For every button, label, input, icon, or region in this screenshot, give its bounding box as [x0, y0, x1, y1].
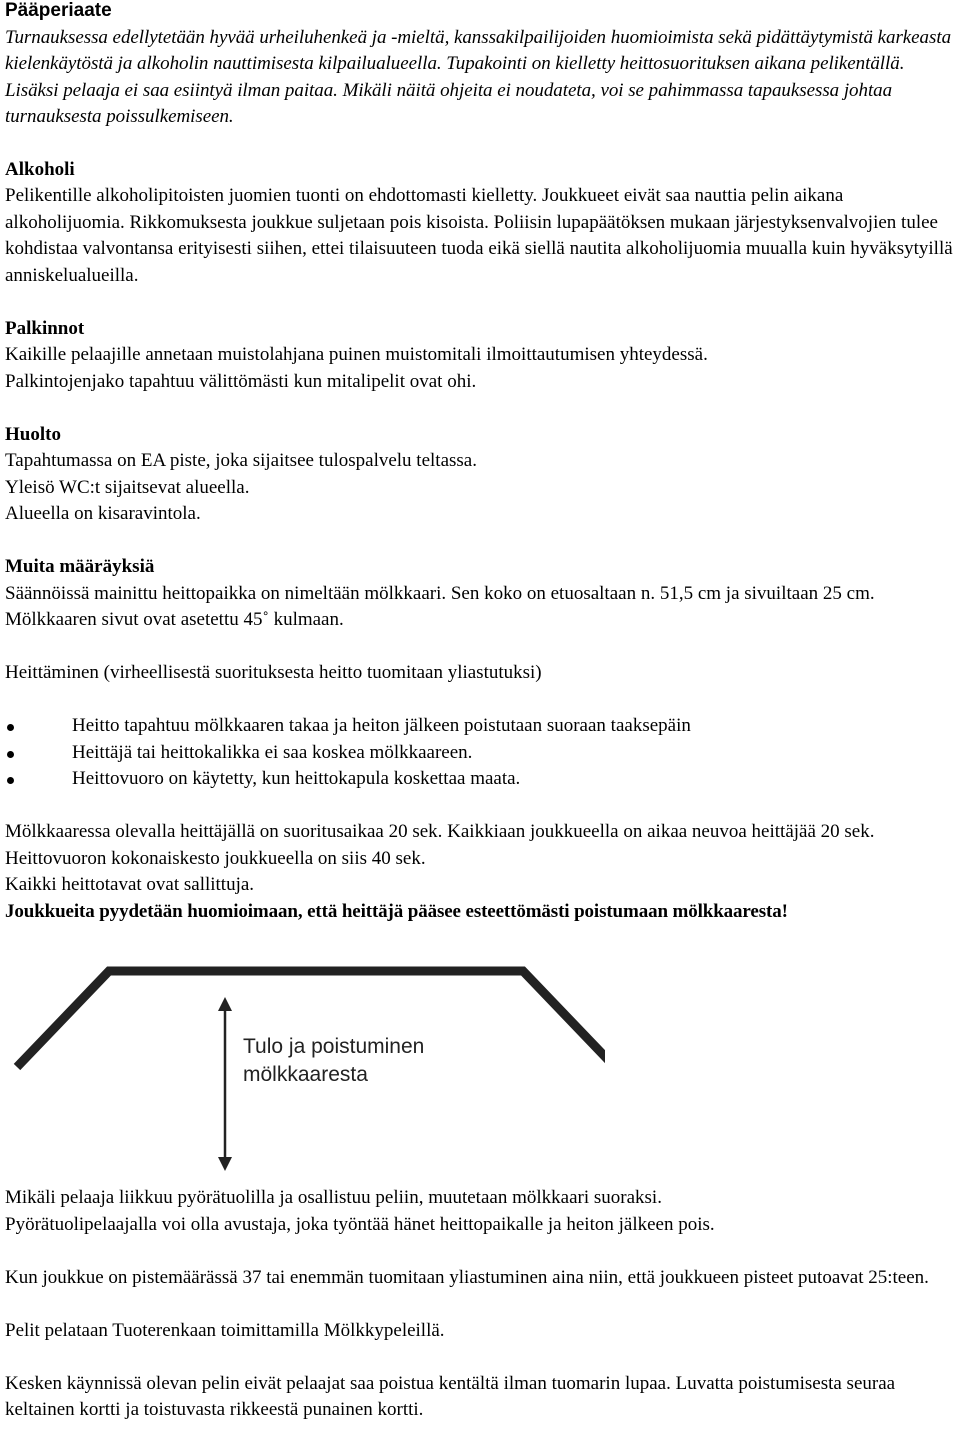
palkinnot-line-2: Palkintojenjako tapahtuu välittömästi kun mitalipelit ovat ohi.	[5, 370, 477, 392]
huolto-line-3: Alueella on kisaravintola.	[5, 503, 201, 524]
heading-palkinnot: Palkinnot	[5, 317, 85, 339]
huolto-line-1: Tapahtumassa on EA piste, joka sijaitsee tulospalvelu teltassa.	[5, 450, 477, 471]
heittaminen-bold-notice: Joukkueita pyydetään huomioimaan, että heittäjä pääsee esteettömästi poistumaan mölkkaaresta!	[5, 900, 788, 922]
heading-huolto: Huolto	[5, 423, 61, 445]
list-item	[5, 713, 957, 740]
closing-para-3: Pelit pelataan Tuoterenkaan toimittamilla Mölkkypeleillä.	[5, 1319, 445, 1341]
heittaminen-bullet-list	[5, 713, 957, 793]
diagram-label-line-1: Tulo ja poistuminen	[243, 1035, 425, 1058]
bullet-icon	[7, 724, 14, 731]
muita-text: Säännöissä mainittu heittopaikka on nimeltään mölkkaari. Sen koko on etuosaltaan n. 51,5 cm ja sivuiltaan 25 cm. Mölkkaaren sivut ovat asetettu 45˚ kulmaan.	[5, 582, 875, 630]
alkoholi-text: Pelikentille alkoholipitoisten juomien tuonti on ehdottomasti kielletty. Joukkueet eivät saa nauttia pelin aikana alkoholijuomia. Rikkomuksesta joukkue suljetaan pois kisoista. Poliisin lupapäätöksen mukaan järjestyksenvalvojien tulee kohdistaa valvontansa erityisesti siihen, ettei tilaisuuteen tuoda eikä siellä nautita alkoholijuomia muualla kuin hyväksytyillä anniskelualueilla.	[5, 185, 953, 286]
list-item	[5, 766, 957, 793]
bullet-text: Heitto tapahtuu mölkkaaren takaa ja heiton jälkeen poistutaan suoraan taaksepäin	[72, 715, 691, 736]
heittaminen-para-1: Mölkkaaressa olevalla heittäjällä on suoritusaikaa 20 sek. Kaikkiaan joukkueella on aikaa neuvoa heittäjää 20 sek. Heittovuoron kokonaiskesto joukkueella on siis 40 sek.	[5, 821, 875, 869]
heading-paaperiaate: Pääperiaate	[5, 0, 112, 21]
closing-para-4: Kesken käynnissä olevan pelin eivät pelaajat saa poistua kentältä ilman tuomarin lupaa. Luvatta poistumisesta seuraa keltainen kortti ja toistuvasta rikkeestä punainen kortti.	[5, 1372, 896, 1420]
bullet-icon	[7, 751, 14, 758]
heading-alkoholi: Alkoholi	[5, 158, 75, 180]
bullet-icon	[7, 777, 14, 784]
arrow-up-icon	[218, 997, 232, 1011]
huolto-line-2: Yleisö WC:t sijaitsevat alueella.	[5, 476, 250, 498]
arrow-down-icon	[218, 1157, 232, 1171]
document-page	[5, 0, 957, 1424]
closing-para-1-line-2: Pyörätuolipelaajalla voi olla avustaja, joka työntää hänet heittopaikalle ja heiton jälkeen pois.	[5, 1213, 715, 1235]
bullet-text: Heittäjä tai heittokalikka ei saa koskea mölkkaareen.	[72, 741, 473, 763]
closing-para-1-line-1: Mikäli pelaaja liikkuu pyörätuolilla ja osallistuu peliin, muutetaan mölkkaari suoraksi.	[5, 1187, 662, 1208]
list-item	[5, 740, 957, 767]
molkkaari-diagram	[5, 925, 957, 1185]
diagram-label-line-2: mölkkaaresta	[243, 1063, 368, 1086]
paaperiaate-text: Turnauksessa edellytetään hyvää urheiluhenkeä ja -mieltä, kanssakilpailijoiden huomioimista sekä pidättäytymistä karkeasta kielenkäytöstä ja alkoholin nauttimisesta kilpailualueella. Tupakointi on kielletty heittosuorituksen aikana pelikentällä. Lisäksi pelaaja ei saa esiintyä ilman paitaa. Mikäli näitä ohjeita ei noudateta, voi se pahimmassa tapauksessa johtaa turnauksesta poissulkemiseen.	[5, 26, 952, 127]
palkinnot-line-1: Kaikille pelaajille annetaan muistolahjana puinen muistomitali ilmoittautumisen yhteydessä.	[5, 344, 708, 365]
closing-para-2: Kun joukkue on pistemäärässä 37 tai enemmän tuomitaan yliastuminen aina niin, että joukkueen pisteet putoavat 25:teen.	[5, 1266, 929, 1288]
heittaminen-para-2: Kaikki heittotavat ovat sallittuja.	[5, 874, 255, 895]
heittaminen-intro: Heittäminen (virheellisestä suorituksesta heitto tuomitaan yliastutuksi)	[5, 662, 542, 683]
heading-muita-maarayksia: Muita määräyksiä	[5, 556, 155, 577]
bullet-text: Heittovuoro on käytetty, kun heittokapula koskettaa maata.	[72, 768, 521, 789]
diagram-label	[243, 1033, 503, 1089]
